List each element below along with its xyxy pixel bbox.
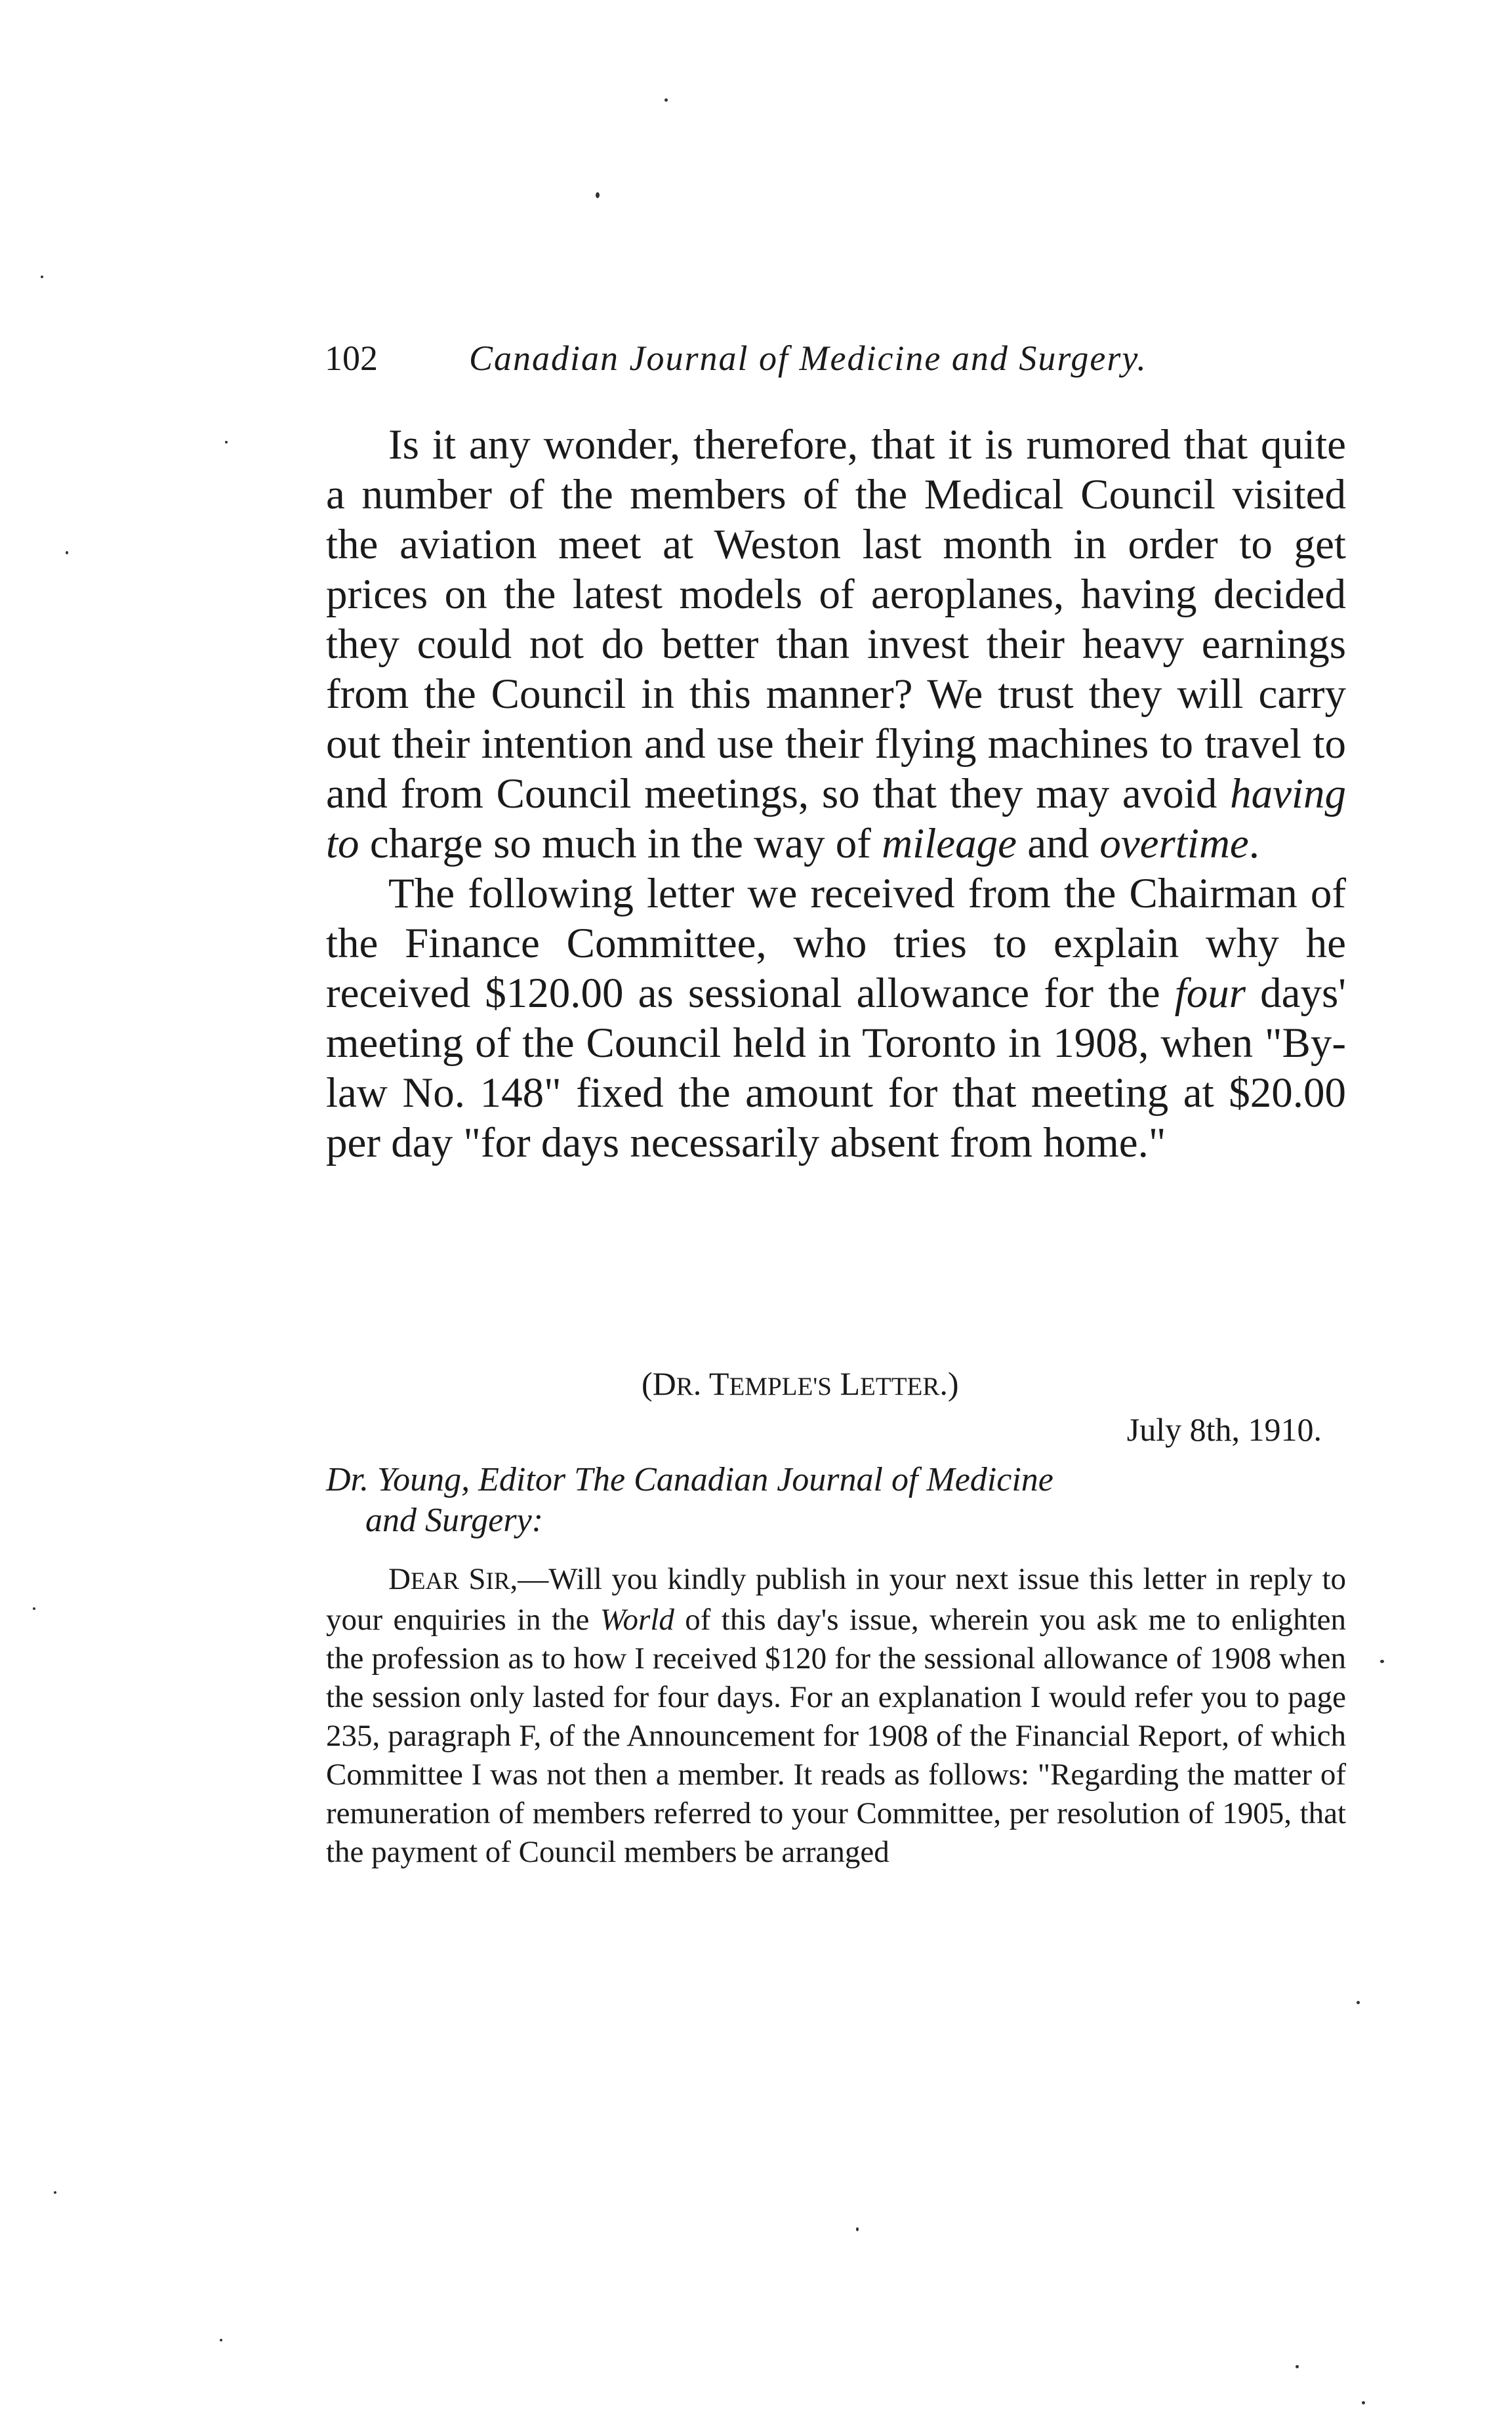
scan-speck (856, 2227, 859, 2231)
emphasis-mileage: mileage (882, 820, 1017, 867)
emphasis-having-to: having to (326, 770, 1346, 867)
scan-speck (1380, 1660, 1384, 1663)
scan-speck (1362, 2401, 1365, 2404)
salutation-line-2: and Surgery: (365, 1502, 544, 1539)
article-body (326, 420, 1346, 1168)
scan-speck (54, 2191, 56, 2194)
salutation-line-1: Dr. Young, Editor The Canadian Journal of Medicine (326, 1461, 1053, 1498)
letter-salutation (326, 1460, 1336, 1541)
scan-speck (1357, 2001, 1360, 2004)
page-header (325, 338, 1269, 390)
scan-speck (1296, 2365, 1299, 2368)
scan-speck (596, 192, 600, 198)
scan-speck (33, 1607, 35, 1610)
scan-speck (225, 441, 228, 443)
emphasis-overtime: overtime (1099, 820, 1249, 867)
letter-body: DEAR SIR,—Will you kindly publish in your next issue this letter in reply to your enquiries in the World of this day's issue, wherein you ask me to enlighten the profession as to how I received $120 for the sessional allowance of 1908 when the session only lasted for four days. For an explanation I would refer you to page 235, paragraph F, of the Announcement for 1908 of the Financial Report, of which Committee I was not then a member. It reads as follows: "Regarding the matter of remuneration of members referred to your Committee, per resolution of 1905, that the payment of Council members be arranged (326, 1562, 1347, 1869)
scan-speck (41, 276, 43, 278)
paragraph-2: The following letter we received from the Chairman of the Finance Committee, who tries to explain why he received $120.00 as sessional allowance for the four days' meeting of the Council held in Toronto in 1908, when "By-law No. 148" fixed the amount for that meeting at $20.00 per day "for days necessarily absent from home." (326, 870, 1347, 1166)
scan-speck (66, 551, 68, 554)
page-number: 102 (325, 339, 378, 378)
letter-date: July 8th, 1910. (1126, 1411, 1322, 1448)
running-head: Canadian Journal of Medicine and Surgery. (469, 339, 1147, 378)
emphasis-world: World (600, 1603, 674, 1637)
scan-speck (220, 2339, 222, 2341)
paragraph-1: Is it any wonder, therefore, that it is rumored that quite a number of the members of the Medical Council visited the aviation meet at Weston last month in order to get prices on the latest models of aeroplanes, having decided they could not do better than invest their heavy earnings from the Council in this manner? We trust they will carry out their intention and use their flying machines to travel to and from Council meetings, so that they may avoid having to charge so much in the way of mileage and overtime. (326, 421, 1346, 867)
scan-speck (664, 98, 668, 102)
letter-heading: (DR. TEMPLE'S LETTER.) (642, 1365, 959, 1402)
emphasis-four: four (1174, 970, 1246, 1017)
